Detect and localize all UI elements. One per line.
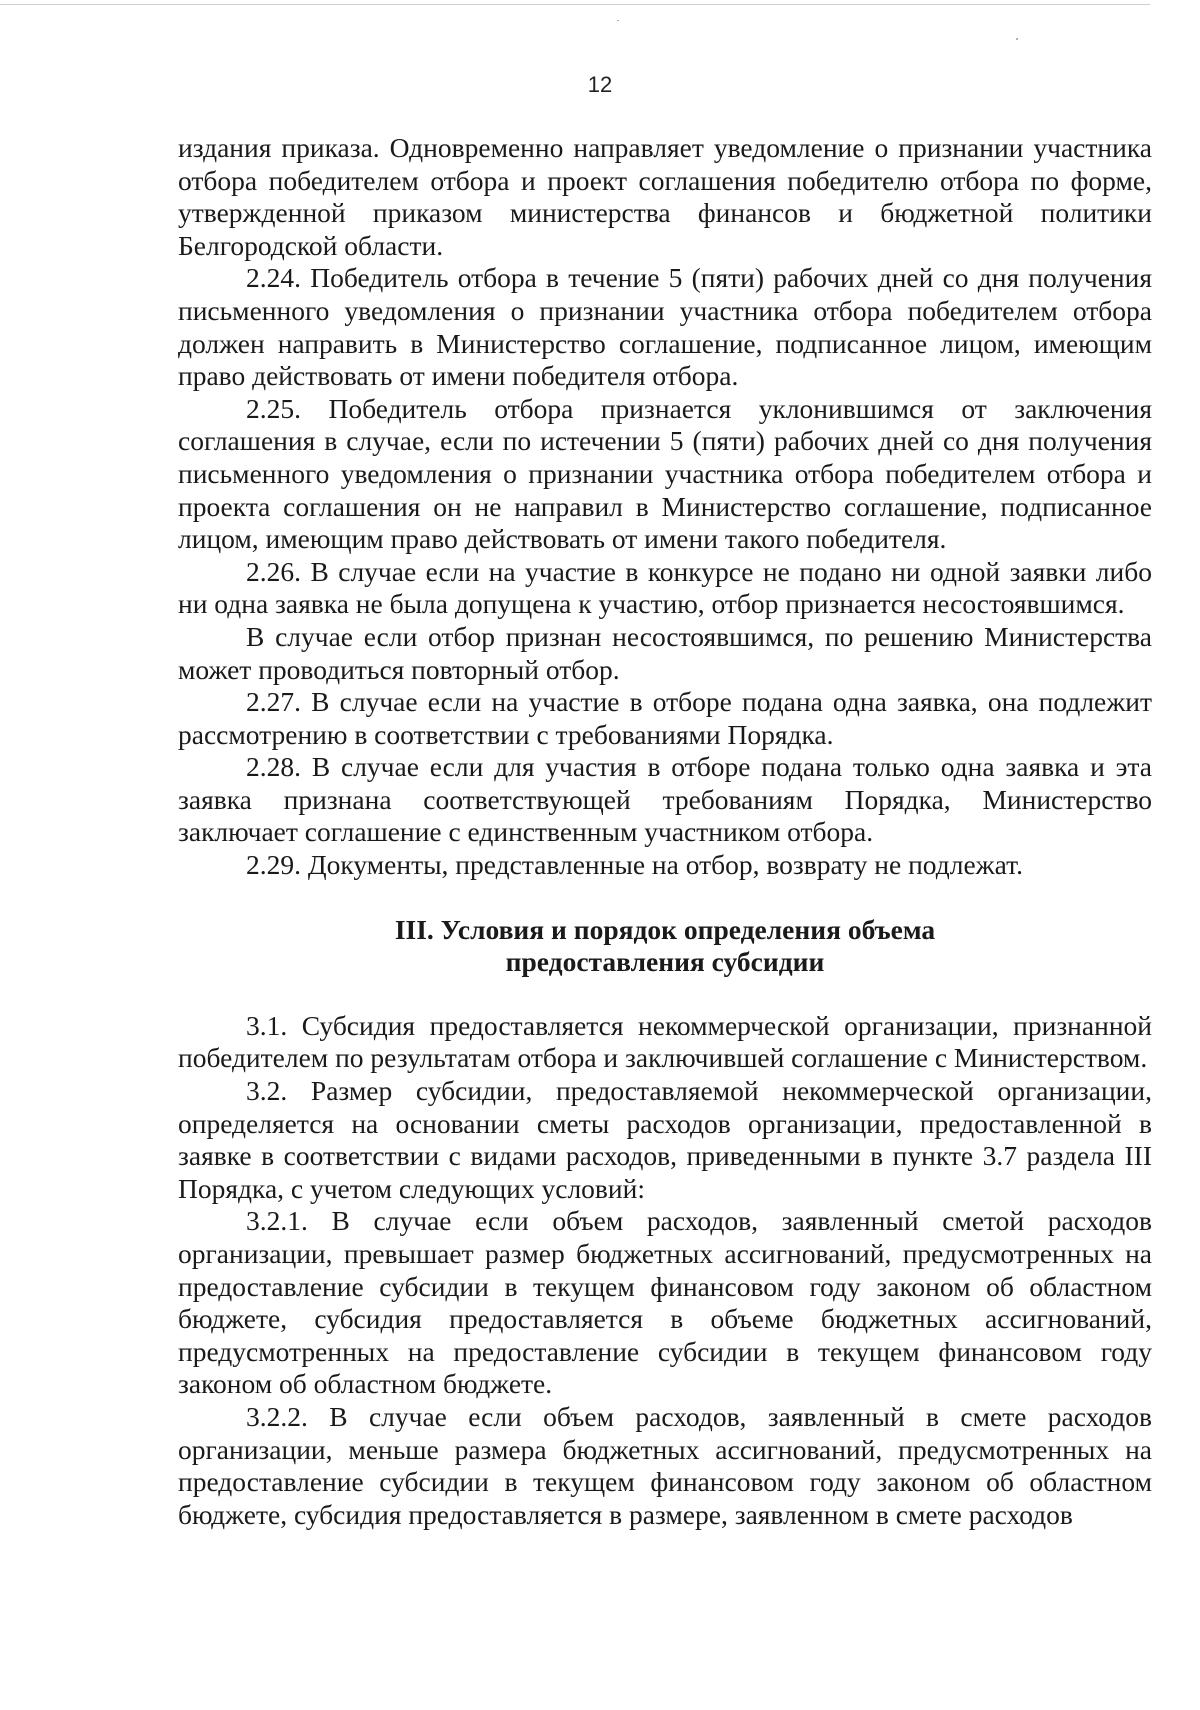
paragraph-2-29: 2.29. Документы, представленные на отбор, возврату не подлежат. <box>246 849 1023 881</box>
paragraph-3-1: 3.1. Субсидия предоставляется некоммерческой организации, признанной победителем по результатам отбора и заключившей соглашение с Министерством. <box>178 1009 1152 1074</box>
paragraph: издания приказа. Одновременно направляет уведомление о признании участника отбора победителем отбора и проект соглашения победителю отбора по форме, утвержденной приказом министерства финансов и бюджетной политики Белгородской области. <box>178 132 1152 261</box>
paragraph-2-27: 2.27. В случае если на участие в отборе подана одна заявка, она подлежит рассмотрению в соответствии с требованиями Порядка. <box>178 686 1152 750</box>
scan-edge-line <box>0 4 1150 5</box>
paragraph-2-26: 2.26. В случае если на участие в конкурсе не подано ни одной заявки либо ни одна заявка не была допущена к участию, отбор признается несостоявшимся. <box>178 555 1152 620</box>
document-body <box>178 132 1152 1531</box>
paragraph-3-2-2: 3.2.2. В случае если объем расходов, заявленный в смете расходов организации, меньше размера бюджетных ассигнований, предусмотренных на предоставление субсидии в текущем финансовом году законом об областном бюджете, субсидия предоставляется в размере, заявленном в смете расходов <box>178 1400 1152 1530</box>
paragraph-2-25: 2.25. Победитель отбора признается уклонившимся от заключения соглашения в случае, если по истечении 5 (пяти) рабочих дней со дня получения письменного уведомления о признании участника отбора победителем отбора и проекта соглашения он не направил в Министерство соглашение, подписанное лицом, имеющим право действовать от имени такого победителя. <box>178 392 1152 555</box>
section-heading-line: III. Условия и порядок определения объема <box>394 913 936 945</box>
paragraph-3-2-1: 3.2.1. В случае если объем расходов, заявленный сметой расходов организации, превышает размер бюджетных ассигнований, предусмотренных на предоставление субсидии в текущем финансовом году законом об областном бюджете, субсидия предоставляется в объеме бюджетных ассигнований, предусмотренных на предоставление субсидии в текущем финансовом году законом об областном бюджете. <box>178 1205 1152 1400</box>
paragraph-3-2: 3.2. Размер субсидии, предоставляемой некоммерческой организации, определяется на основании сметы расходов организации, предоставленной в заявке в соответствии с видами расходов, приведенными в пункте 3.7 раздела III Порядка, с учетом следующих условий: <box>178 1075 1152 1204</box>
scan-artifact-mark <box>617 20 619 21</box>
section-heading <box>178 914 1152 979</box>
page-number: 12 <box>587 72 613 97</box>
paragraph-2-28: 2.28. В случае если для участия в отборе подана только одна заявка и эта заявка признана соответствующей требованиям Порядка, Министерство заключает соглашение с единственным участником отбора. <box>178 751 1152 848</box>
paragraph-2-24: 2.24. Победитель отбора в течение 5 (пяти) рабочих дней со дня получения письменного уведомления о признании участника отбора победителем отбора должен направить в Министерство соглашение, подписанное лицом, имеющим право действовать от имени победителя отбора. <box>178 262 1152 392</box>
section-heading-line: предоставления субсидии <box>505 946 825 978</box>
paragraph: В случае если отбор признан несостоявшимся, по решению Министерства может проводиться повторный отбор. <box>178 620 1152 685</box>
scan-artifact-mark <box>1016 38 1018 40</box>
